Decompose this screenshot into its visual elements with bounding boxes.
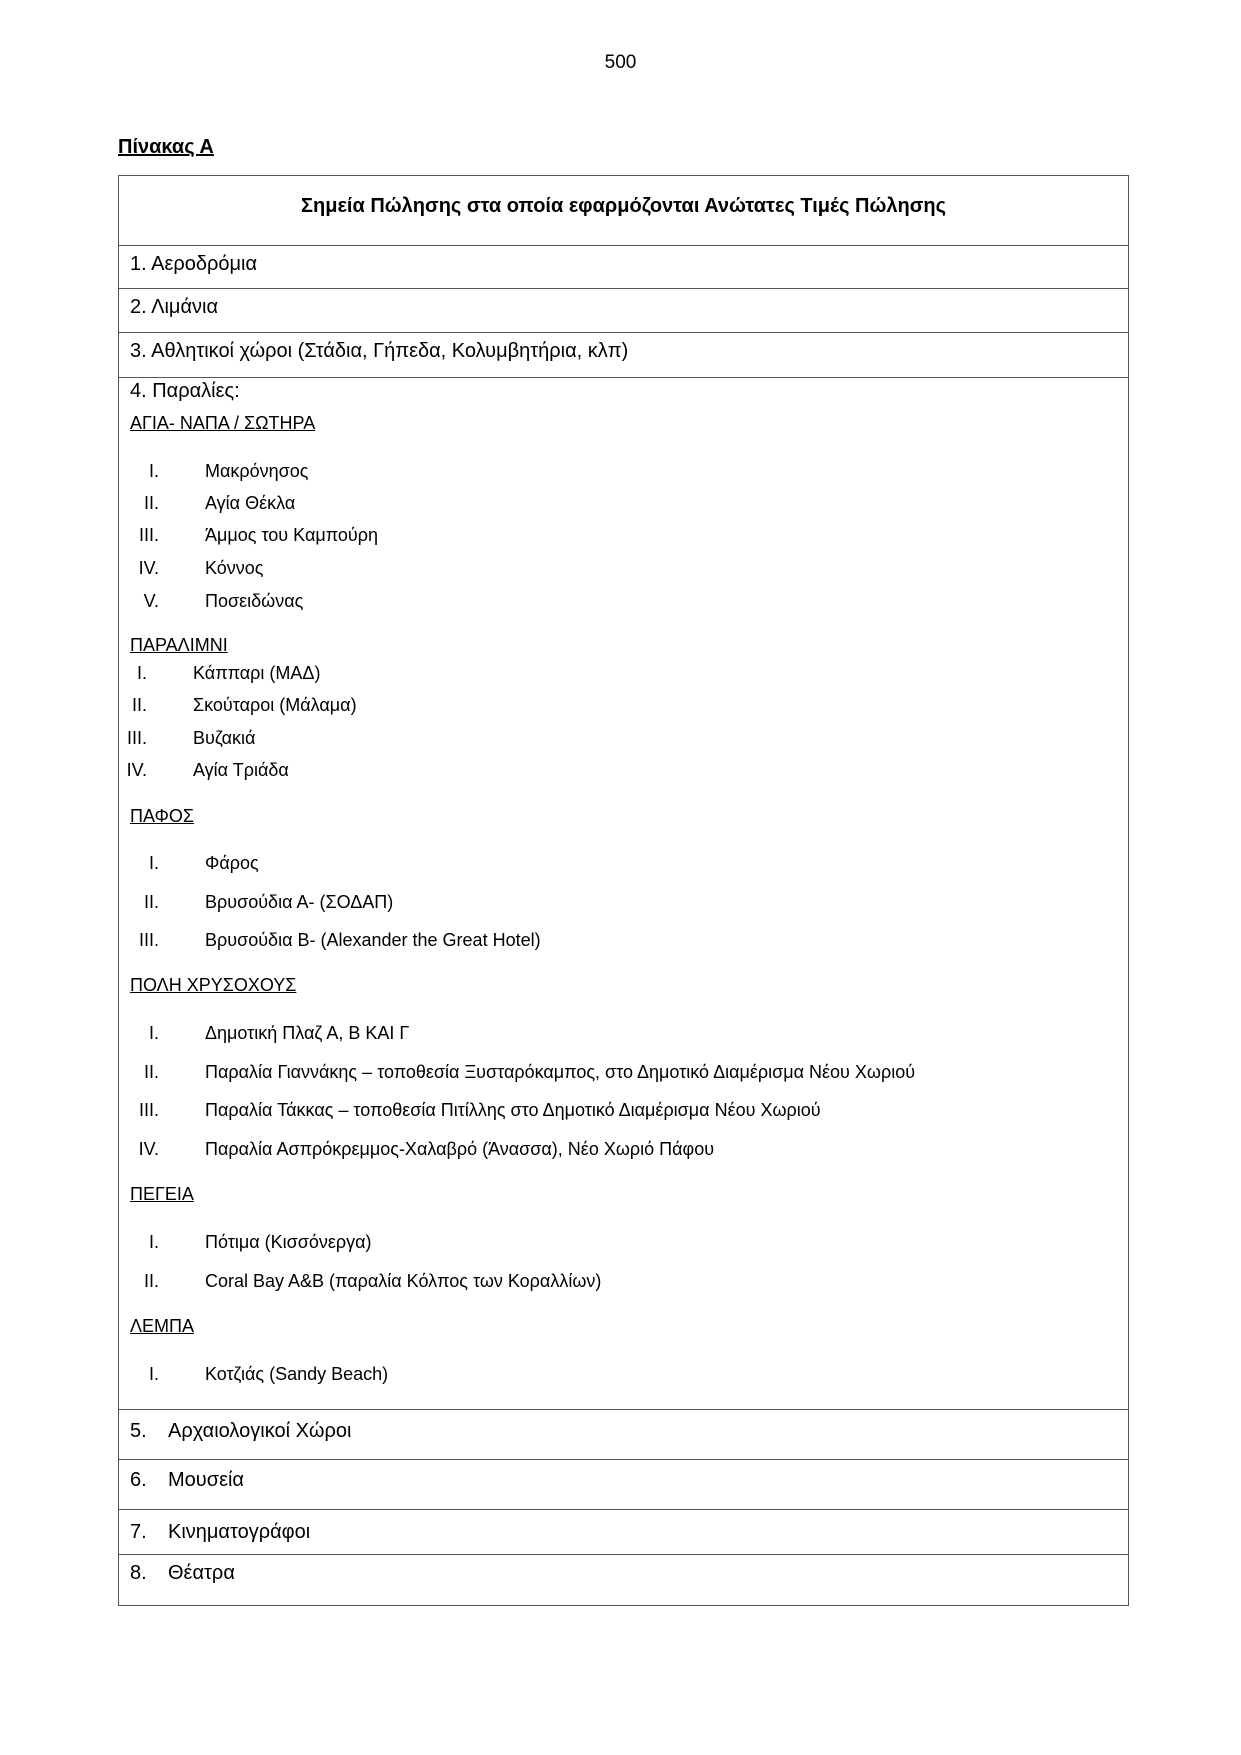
- row-airports: 1. Αεροδρόμια: [130, 253, 258, 275]
- region-heading: ΑΓΙΑ- ΝΑΠΑ / ΣΩΤΗΡΑ: [130, 413, 316, 433]
- list-number: I.: [136, 663, 147, 683]
- list-number: III.: [138, 930, 159, 950]
- list-number: IV.: [138, 1139, 159, 1159]
- list-item: Παραλία Ασπρόκρεμμος-Χαλαβρό (Άνασσα), Νέο Χωριό Πάφου: [205, 1139, 715, 1159]
- region-heading: ΛΕΜΠΑ: [130, 1316, 195, 1336]
- row-theatres: 8. Θέατρα: [130, 1562, 235, 1584]
- list-number: II.: [143, 1271, 159, 1291]
- list-number: IV.: [126, 760, 147, 780]
- table-row: [119, 289, 1128, 333]
- list-number: III.: [126, 728, 147, 748]
- list-item: Coral Bay A&B (παραλία Κόλπος των Κοραλλίων): [205, 1271, 602, 1291]
- list-item: Κάππαρι (ΜΑΔ): [193, 663, 321, 683]
- list-item: Κόννος: [205, 558, 264, 578]
- list-number: II.: [143, 493, 159, 513]
- row-archaeological-sites: 5. Αρχαιολογικοί Χώροι: [130, 1420, 352, 1442]
- list-item: Αγία Θέκλα: [205, 493, 296, 513]
- table-row: [119, 1460, 1128, 1510]
- list-number: I.: [148, 1023, 159, 1043]
- list-item: Αγία Τριάδα: [193, 760, 289, 780]
- list-number: II.: [131, 695, 147, 715]
- row-museums: 6. Μουσεία: [130, 1469, 244, 1491]
- list-item: Δημοτική Πλαζ Α, Β ΚΑΙ Γ: [205, 1023, 410, 1043]
- list-item: Παραλία Τάκκας – τοποθεσία Πιτίλλης στο Δημοτικό Διαμέρισμα Νέου Χωριού: [205, 1100, 821, 1120]
- list-number: II.: [143, 1062, 159, 1082]
- list-number: I.: [148, 1232, 159, 1252]
- list-item: Βρυσούδια Β- (Alexander the Great Hotel): [205, 930, 541, 950]
- list-number: I.: [148, 461, 159, 481]
- beaches-heading: 4. Παραλίες:: [130, 380, 240, 402]
- list-item: Βρυσούδια Α- (ΣΟΔΑΠ): [205, 892, 394, 912]
- region-heading: ΠΑΦΟΣ: [130, 806, 194, 826]
- list-item: Πότιμα (Κισσόνεργα): [205, 1232, 372, 1252]
- table-row: [119, 333, 1128, 378]
- list-number: I.: [148, 1364, 159, 1384]
- list-number: II.: [143, 892, 159, 912]
- table-header-row: [119, 176, 1128, 246]
- table-row: [119, 1410, 1128, 1460]
- list-item: Φάρος: [205, 853, 259, 873]
- list-number: V.: [143, 591, 159, 611]
- list-number: III.: [138, 525, 159, 545]
- region-heading: ΠΕΓΕΙΑ: [130, 1184, 194, 1204]
- beaches-row: [119, 378, 1128, 1410]
- table-row: [119, 1510, 1128, 1555]
- list-item: Ποσειδώνας: [205, 591, 304, 611]
- list-number: IV.: [138, 558, 159, 578]
- list-number: I.: [148, 853, 159, 873]
- table-row: [119, 1555, 1128, 1605]
- list-item: Κοτζιάς (Sandy Beach): [205, 1364, 389, 1384]
- list-item: Μακρόνησος: [205, 461, 309, 481]
- row-ports: 2. Λιμάνια: [130, 296, 219, 318]
- table-title: Πίνακας Α: [118, 136, 214, 158]
- table-header: Σημεία Πώλησης στα οποία εφαρμόζονται Ανώτατες Τιμές Πώλησης: [300, 195, 947, 217]
- page-number: 500: [604, 52, 637, 73]
- region-heading: ΠΟΛΗ ΧΡΥΣΟΧΟΥΣ: [130, 975, 297, 995]
- list-item: Παραλία Γιαννάκης – τοποθεσία Ξυσταρόκαμπος, στο Δημοτικό Διαμέρισμα Νέου Χωριού: [205, 1062, 916, 1082]
- price-points-table: [118, 175, 1129, 1606]
- list-item: Άμμος του Καμπούρη: [205, 525, 378, 545]
- row-cinemas: 7. Κινηματογράφοι: [130, 1521, 311, 1543]
- list-item: Σκούταροι (Μάλαμα): [193, 695, 357, 715]
- table-row: [119, 246, 1128, 289]
- row-sports-venues: 3. Αθλητικοί χώροι (Στάδια, Γήπεδα, Κολυμβητήρια, κλπ): [130, 340, 629, 362]
- region-heading: ΠΑΡΑΛΙΜΝΙ: [130, 635, 228, 655]
- list-item: Βυζακιά: [193, 728, 256, 748]
- list-number: III.: [138, 1100, 159, 1120]
